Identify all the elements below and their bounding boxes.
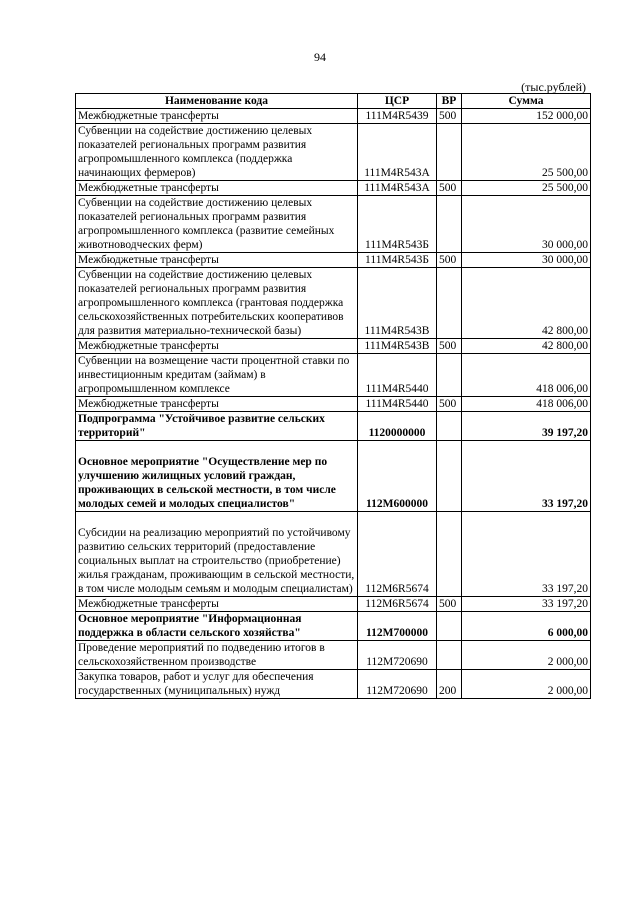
row-name: Межбюджетные трансферты	[76, 181, 358, 196]
row-csr: 111M4R5440	[358, 354, 437, 397]
header-csr: ЦСР	[358, 94, 437, 109]
row-vr	[437, 354, 462, 397]
table-row	[76, 670, 591, 699]
row-vr	[437, 196, 462, 253]
row-csr: 112M700000	[358, 612, 437, 641]
row-vr	[437, 412, 462, 441]
row-vr: 500	[437, 181, 462, 196]
row-csr: 111M4R543A	[358, 124, 437, 181]
table-row	[76, 397, 591, 412]
row-sum: 33 197,20	[462, 597, 591, 612]
row-csr: 111M4R5439	[358, 109, 437, 124]
row-csr: 112M6R5674	[358, 597, 437, 612]
page-number: 94	[314, 50, 326, 64]
row-name: Межбюджетные трансферты	[76, 597, 358, 612]
table-row	[76, 354, 591, 397]
table-row	[76, 196, 591, 253]
row-vr	[437, 612, 462, 641]
row-name: Закупка товаров, работ и услуг для обеспечения государственных (муниципальных) нужд	[76, 670, 358, 699]
row-sum: 25 500,00	[462, 181, 591, 196]
table-row	[76, 412, 591, 441]
row-csr: 111M4R543A	[358, 181, 437, 196]
table-row	[76, 268, 591, 339]
row-vr	[437, 268, 462, 339]
table-row	[76, 612, 591, 641]
table-row	[76, 441, 591, 512]
table-row	[76, 181, 591, 196]
row-sum: 42 800,00	[462, 339, 591, 354]
row-csr: 111M4R5440	[358, 397, 437, 412]
row-sum: 2 000,00	[462, 670, 591, 699]
row-sum: 30 000,00	[462, 253, 591, 268]
header-vr: ВР	[437, 94, 462, 109]
row-sum: 418 006,00	[462, 354, 591, 397]
row-sum: 39 197,20	[462, 412, 591, 441]
row-sum: 33 197,20	[462, 441, 591, 512]
row-name: Подпрограмма "Устойчивое развитие сельских территорий"	[76, 412, 358, 441]
budget-table	[75, 93, 591, 699]
header-sum: Сумма	[462, 94, 591, 109]
row-vr: 500	[437, 339, 462, 354]
row-csr: 111M4R543Б	[358, 196, 437, 253]
row-csr: 111M4R543Б	[358, 253, 437, 268]
row-csr: 112M720690	[358, 641, 437, 670]
row-name: Основное мероприятие "Осуществление мер по улучшению жилищных условий граждан, проживающих в сельской местности, в том числе молодых семей и молодых специалистов"	[76, 441, 358, 512]
header-name: Наименование кода	[76, 94, 358, 109]
row-vr	[437, 512, 462, 597]
row-name: Межбюджетные трансферты	[76, 397, 358, 412]
row-sum: 2 000,00	[462, 641, 591, 670]
row-vr: 500	[437, 397, 462, 412]
table-row	[76, 597, 591, 612]
table-row	[76, 124, 591, 181]
row-name: Субвенции на содействие достижению целевых показателей региональных программ развития агропромышленного комплекса (грантовая поддержка сельскохозяйственных потребительских кооперативов для развития материально-технической базы)	[76, 268, 358, 339]
row-vr: 500	[437, 597, 462, 612]
row-sum: 30 000,00	[462, 196, 591, 253]
row-name: Межбюджетные трансферты	[76, 253, 358, 268]
units-label: (тыс.рублей)	[521, 80, 586, 94]
row-vr	[437, 124, 462, 181]
row-vr: 500	[437, 253, 462, 268]
table-row	[76, 641, 591, 670]
row-sum: 33 197,20	[462, 512, 591, 597]
row-csr: 112M720690	[358, 670, 437, 699]
table-row	[76, 339, 591, 354]
row-name: Субвенции на содействие достижению целевых показателей региональных программ развития агропромышленного комплекса (развитие семейных животноводческих ферм)	[76, 196, 358, 253]
row-name: Субсидии на реализацию мероприятий по устойчивому развитию сельских территорий (предоставление социальных выплат на строительство (приобретение) жилья гражданам, проживающим в сельской местности, в том числе молодым семьям и молодым специалистам)	[76, 512, 358, 597]
table-row	[76, 253, 591, 268]
row-sum: 42 800,00	[462, 268, 591, 339]
row-csr: 111M4R543B	[358, 268, 437, 339]
table-row	[76, 109, 591, 124]
row-name: Основное мероприятие "Информационная поддержка в области сельского хозяйства"	[76, 612, 358, 641]
table-row	[76, 512, 591, 597]
row-sum: 25 500,00	[462, 124, 591, 181]
row-vr: 500	[437, 109, 462, 124]
row-name: Межбюджетные трансферты	[76, 339, 358, 354]
row-vr	[437, 441, 462, 512]
row-sum: 6 000,00	[462, 612, 591, 641]
row-name: Проведение мероприятий по подведению итогов в сельскохозяйственном производстве	[76, 641, 358, 670]
row-vr	[437, 641, 462, 670]
row-sum: 152 000,00	[462, 109, 591, 124]
row-csr: 112M6R5674	[358, 512, 437, 597]
table-header-row	[76, 94, 591, 109]
row-name: Межбюджетные трансферты	[76, 109, 358, 124]
row-name: Субвенции на возмещение части процентной ставки по инвестиционным кредитам (займам) в агропромышленном комплексе	[76, 354, 358, 397]
row-name: Субвенции на содействие достижению целевых показателей региональных программ развития агропромышленного комплекса (поддержка начинающих фермеров)	[76, 124, 358, 181]
row-csr: 112M600000	[358, 441, 437, 512]
row-sum: 418 006,00	[462, 397, 591, 412]
row-vr: 200	[437, 670, 462, 699]
row-csr: 1120000000	[358, 412, 437, 441]
row-csr: 111M4R543B	[358, 339, 437, 354]
